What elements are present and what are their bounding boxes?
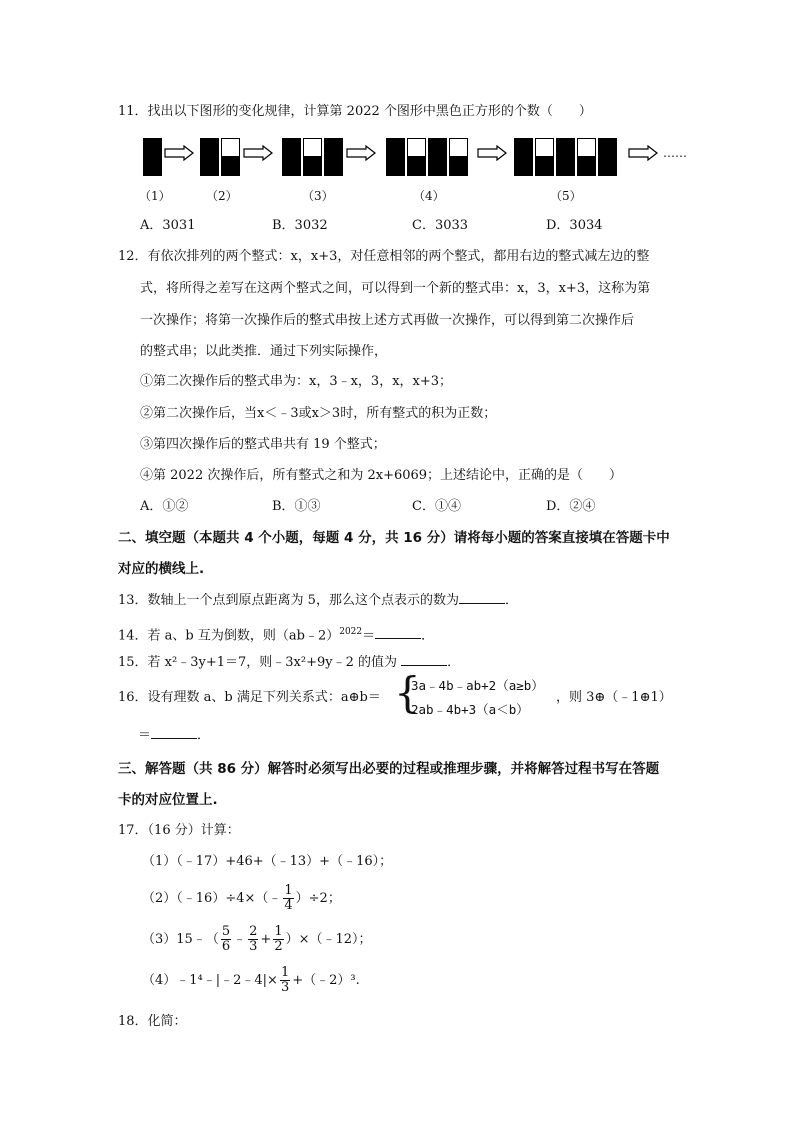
- q17-part-2-b: ）÷2；: [295, 891, 341, 906]
- q16-case-2: 2ab﹣4b+3（a＜b）: [411, 702, 529, 717]
- brace: {: [394, 668, 421, 717]
- answer-blank: [151, 726, 197, 739]
- ellipsis: ……: [663, 146, 687, 160]
- q17-part-4-b: +（﹣2）³.: [292, 973, 360, 988]
- q17-part-4: [142, 962, 360, 1000]
- figure-label: （5）: [550, 189, 582, 203]
- white-square: [577, 138, 596, 157]
- answer-blank: [459, 591, 505, 604]
- fraction-numerator: 2: [249, 924, 258, 939]
- q17-part-4-a: （4）﹣1⁴﹣|﹣2﹣4|×: [142, 973, 278, 988]
- q17-heading: 17．（16 分）计算：: [118, 823, 240, 838]
- figure-label: （1）: [139, 189, 171, 203]
- black-square: [535, 157, 554, 176]
- black-square: [324, 157, 343, 176]
- fraction: [221, 925, 231, 954]
- fraction-numerator: 1: [280, 965, 290, 980]
- q17-part-3-b: ）×（﹣12）；: [285, 932, 372, 947]
- q12-line-1: 12．有依次排列的两个整式：x，x+3，对任意相邻的两个整式，都用右边的整式减左边的整: [118, 249, 650, 264]
- black-square: [143, 157, 162, 176]
- black-square: [221, 157, 240, 176]
- q12-statement-4: ④第 2022 次操作后，所有整式之和为 2x+6069；上述结论中，正确的是（ ）: [140, 468, 623, 483]
- black-square: [556, 138, 575, 157]
- q14-equals: ＝: [362, 628, 376, 644]
- q13: [118, 591, 518, 611]
- fraction: [273, 925, 283, 954]
- q16-start: 16．设有理数 a、b 满足下列关系式：a⊕b＝: [118, 690, 381, 705]
- fraction-denominator: 2: [274, 939, 283, 954]
- black-square: [200, 157, 219, 176]
- black-square: [598, 138, 617, 157]
- section-2-heading-cont: 对应的横线上.: [118, 561, 205, 577]
- q11-option-a: A．3031: [140, 218, 196, 233]
- arrow-icon: [346, 145, 376, 161]
- arrow-icon: [628, 145, 658, 161]
- white-square: [407, 138, 426, 157]
- section-2-heading: 二、填空题（本题共 4 个小题，每题 4 分，共 16 分）请将每小题的答案直接填在答题卡中: [118, 530, 670, 546]
- fraction-denominator: 4: [284, 898, 293, 913]
- q12-line-3: 一次操作；将第一次操作后的整式串按上述方式再做一次操作，可以得到第二次操作后: [140, 313, 635, 328]
- q17-part-2: [142, 880, 341, 918]
- white-square: [449, 138, 468, 157]
- black-square: [428, 138, 447, 157]
- q16-end: ，则 3⊕（﹣1⊕1）: [556, 690, 672, 705]
- q14: 14．若 a、b 互为倒数，则（ab﹣2）$^{2022}$＝ ．: [118, 627, 435, 644]
- q13-text: 13．数轴上一个点到原点距离为 5，那么这个点表示的数为: [118, 593, 459, 608]
- q15: 15．若 x²﹣3y+1＝7，则﹣3x²+9y﹣2 的值为 ．: [118, 655, 461, 670]
- q16-line-2: ＝ ．: [138, 728, 211, 743]
- q14-text: 14．若 a、b 互为倒数，则（ab﹣2）: [118, 628, 340, 644]
- answer-blank: [375, 626, 421, 639]
- black-square: [514, 138, 533, 157]
- figure-label: （2）: [206, 189, 238, 203]
- section-3-heading-cont: 卡的对应位置上.: [118, 792, 218, 808]
- q13-end: ．: [504, 593, 518, 608]
- q12-line-2: 式，将所得之差写在这两个整式之间，可以得到一个新的整式串：x，3，x+3，这称为第: [140, 281, 651, 296]
- q17-part-1: （1）（﹣17）+46+（﹣13）+（﹣16）；: [142, 854, 393, 869]
- q11-option-c: C．3033: [412, 218, 469, 233]
- black-square: [407, 157, 426, 176]
- q11-stem: 11．找出以下图形的变化规律，计算第 2022 个图形中黑色正方形的个数（ ）: [118, 104, 592, 119]
- black-square: [386, 157, 405, 176]
- q16-case-1: 3a﹣4b﹣ab+2（a≥b）: [411, 678, 544, 693]
- q12-statement-3: ③第四次操作后的整式串共有 19 个整式；: [140, 437, 386, 452]
- black-square: [200, 138, 219, 157]
- black-square: [324, 138, 343, 157]
- q17-part-3: （3）15﹣（ $\frac{5}{6}$ ﹣ $\frac{2}{3}$ + $\frac{1}{2}$ ）×（﹣12）；: [142, 924, 372, 954]
- black-square: [428, 157, 447, 176]
- q12-option-b: B．①③: [272, 499, 321, 514]
- answer-blank: [401, 653, 447, 666]
- black-square: [282, 138, 301, 157]
- black-square: [303, 157, 322, 176]
- black-square: [386, 138, 405, 157]
- fraction-numerator: 1: [274, 924, 283, 939]
- black-square: [282, 157, 301, 176]
- q14-exponent: 2022: [339, 627, 363, 637]
- figure-label: （3）: [302, 189, 334, 203]
- black-square: [577, 157, 596, 176]
- arrow-icon: [164, 145, 194, 161]
- black-square: [598, 157, 617, 176]
- q17-part-2-a: （2）（﹣16）÷4×（﹣: [142, 891, 282, 906]
- fraction-denominator: 6: [221, 939, 231, 954]
- q12-statement-1: ①第二次操作后的整式串为：x，3﹣x，3，x，x+3；: [140, 374, 453, 389]
- q17-part-3-a: （3）15﹣（: [142, 932, 219, 947]
- white-square: [303, 138, 322, 157]
- black-square: [514, 157, 533, 176]
- fraction: [280, 966, 290, 995]
- q11-option-b: B．3032: [272, 218, 328, 233]
- black-square: [449, 157, 468, 176]
- q12-line-4: 的整式串；以此类推．通过下列实际操作，: [140, 344, 388, 359]
- q12-option-a: A．①②: [140, 499, 189, 514]
- fraction: [248, 925, 258, 954]
- q15-text: 15．若 x²﹣3y+1＝7，则﹣3x²+9y﹣2 的值为: [118, 655, 402, 670]
- white-square: [535, 138, 554, 157]
- figure-label: （4）: [413, 189, 445, 203]
- black-square: [143, 138, 162, 157]
- white-square: [221, 138, 240, 157]
- q18: 18．化简：: [118, 1014, 187, 1029]
- q12-option-d: D．②④: [546, 499, 596, 514]
- fraction-denominator: 3: [280, 980, 290, 995]
- section-3-heading: 三、解答题（共 86 分）解答时必须写出必要的过程或推理步骤，并将解答过程书写在答题: [118, 761, 660, 777]
- arrow-icon: [477, 145, 507, 161]
- q12-option-c: C．①④: [412, 499, 461, 514]
- q12-statement-2: ②第二次操作后，当x＜﹣3或x＞3时，所有整式的积为正数；: [140, 406, 497, 421]
- fraction-numerator: 5: [221, 924, 231, 939]
- q11-option-d: D．3034: [546, 218, 603, 233]
- fraction-numerator: 1: [284, 883, 293, 898]
- fraction-denominator: 3: [249, 939, 258, 954]
- fraction: [283, 884, 293, 913]
- q16-equals: ＝: [138, 728, 152, 743]
- black-square: [556, 157, 575, 176]
- arrow-icon: [243, 145, 273, 161]
